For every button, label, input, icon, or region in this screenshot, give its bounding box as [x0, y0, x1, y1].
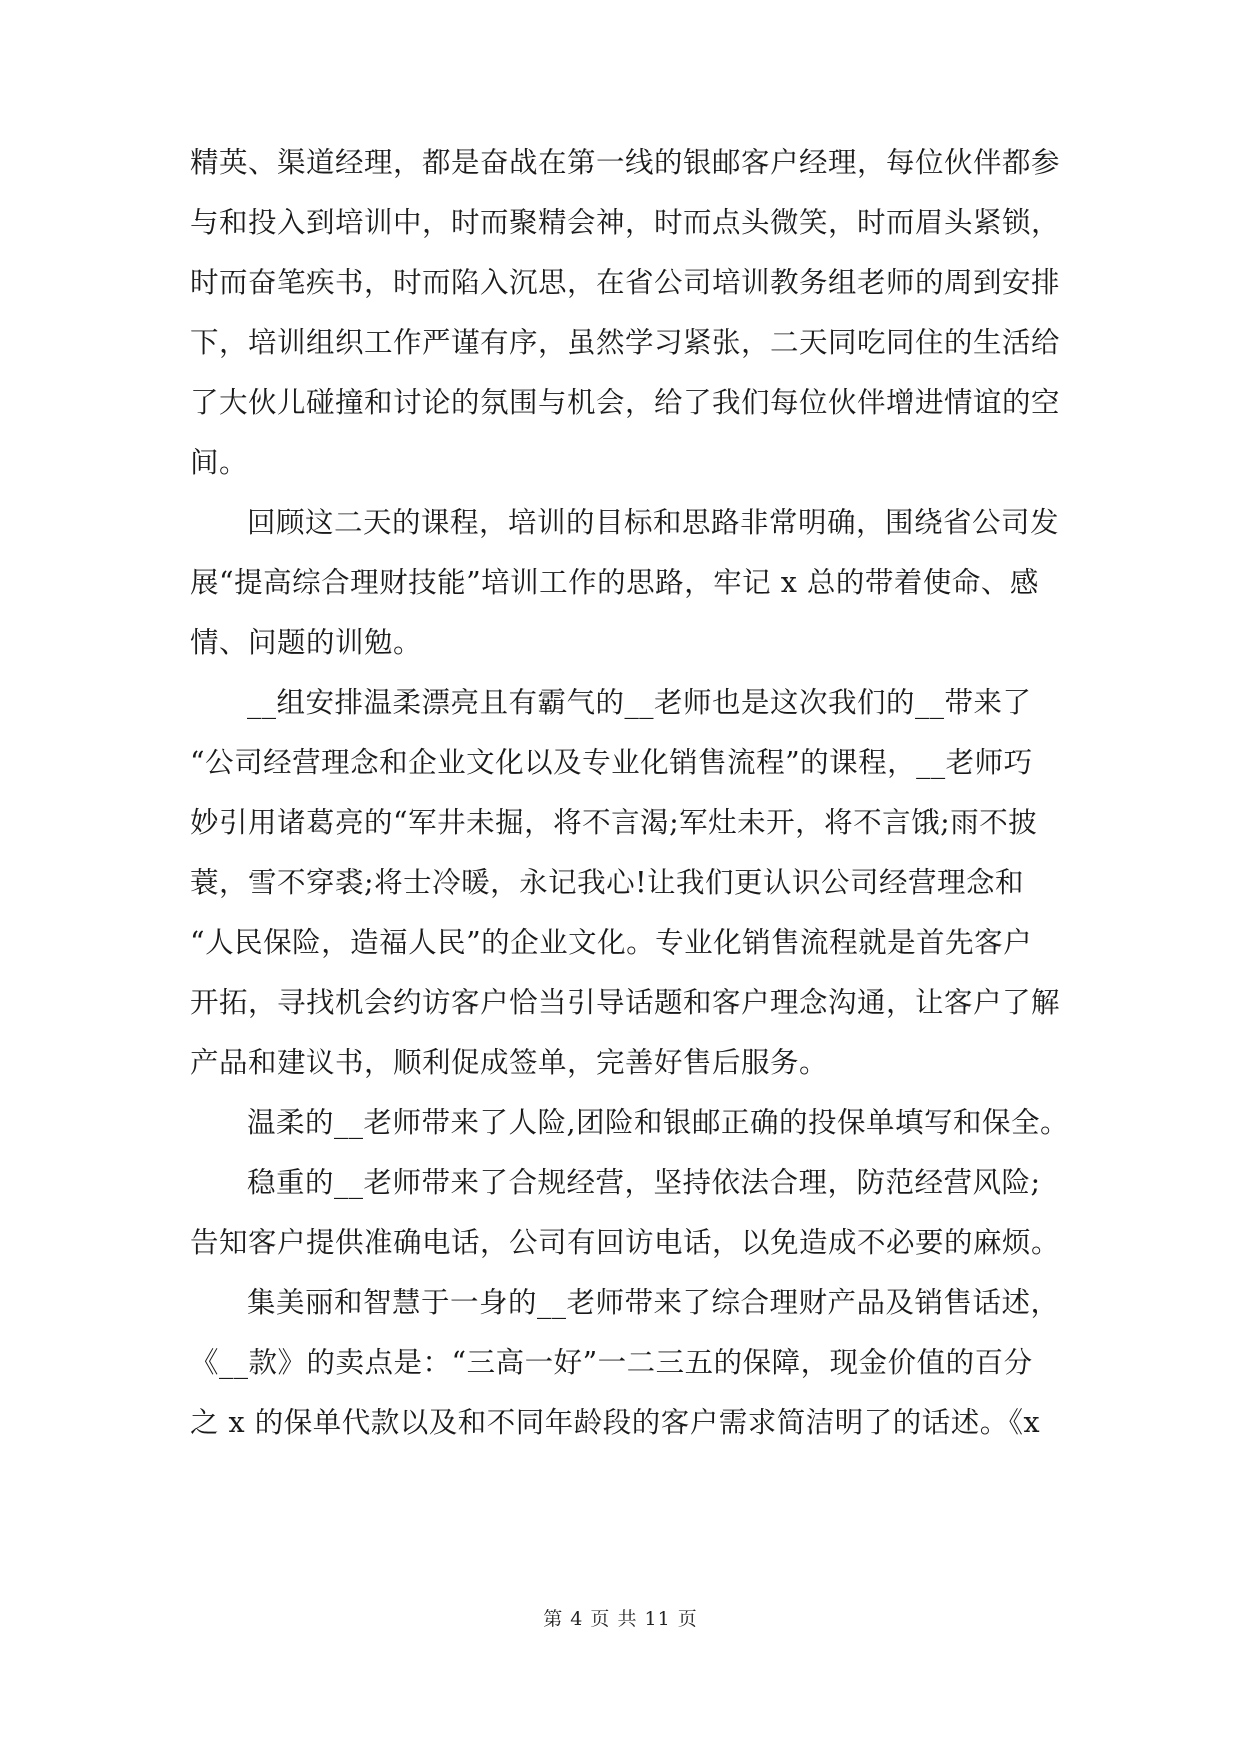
text-line: 温柔的__老师带来了人险,团险和银邮正确的投保单填写和保全。	[247, 1106, 1070, 1139]
text-line: 《__款》的卖点是：“三高一好”一二三五的保障，现金价值的百分	[190, 1346, 1033, 1379]
text-line: 蓑，雪不穿裘;将士冷暖，永记我心!让我们更认识公司经营理念和	[190, 866, 1025, 899]
text-line: __组安排温柔漂亮且有霸气的__老师也是这次我们的__带来了	[247, 686, 1032, 719]
page-number: 第 4 页 共 11 页	[543, 1608, 698, 1630]
text-line: 展“提高综合理财技能”培训工作的思路，牢记 x 总的带着使命、感	[190, 566, 1039, 599]
text-line: 时而奋笔疾书，时而陷入沉思，在省公司培训教务组老师的周到安排	[190, 266, 1061, 299]
text-line: 稳重的__老师带来了合规经营，坚持依法合理，防范经营风险;	[247, 1166, 1041, 1199]
text-line: 间。	[190, 446, 249, 479]
text-line: 之 x 的保单代款以及和不同年龄段的客户需求简洁明了的话述。《x	[190, 1406, 1041, 1439]
text-line: 情、问题的训勉。	[190, 626, 423, 659]
text-line: 下，培训组织工作严谨有序，虽然学习紧张，二天同吃同住的生活给	[190, 326, 1061, 359]
text-line: 告知客户提供准确电话，公司有回访电话，以免造成不必要的麻烦。	[190, 1226, 1061, 1259]
text-line: “公司经营理念和企业文化以及专业化销售流程”的课程，__老师巧	[190, 746, 1033, 779]
text-line: 妙引用诸葛亮的“军井未掘，将不言渴;军灶未开，将不言饿;雨不披	[190, 806, 1038, 839]
text-line: 回顾这二天的课程，培训的目标和思路非常明确，围绕省公司发	[247, 506, 1060, 539]
text-line: 产品和建议书，顺利促成签单，完善好售后服务。	[190, 1046, 829, 1079]
text-line: 与和投入到培训中，时而聚精会神，时而点头微笑，时而眉头紧锁，	[190, 206, 1061, 239]
text-line: 了大伙儿碰撞和讨论的氛围与机会，给了我们每位伙伴增进情谊的空	[190, 386, 1061, 419]
text-line: “人民保险，造福人民”的企业文化。专业化销售流程就是首先客户	[190, 926, 1033, 959]
text-line: 开拓，寻找机会约访客户恰当引导话题和客户理念沟通，让客户了解	[190, 986, 1061, 1019]
text-line: 精英、渠道经理，都是奋战在第一线的银邮客户经理，每位伙伴都参	[190, 146, 1061, 179]
text-line: 集美丽和智慧于一身的__老师带来了综合理财产品及销售话述，	[247, 1286, 1060, 1319]
